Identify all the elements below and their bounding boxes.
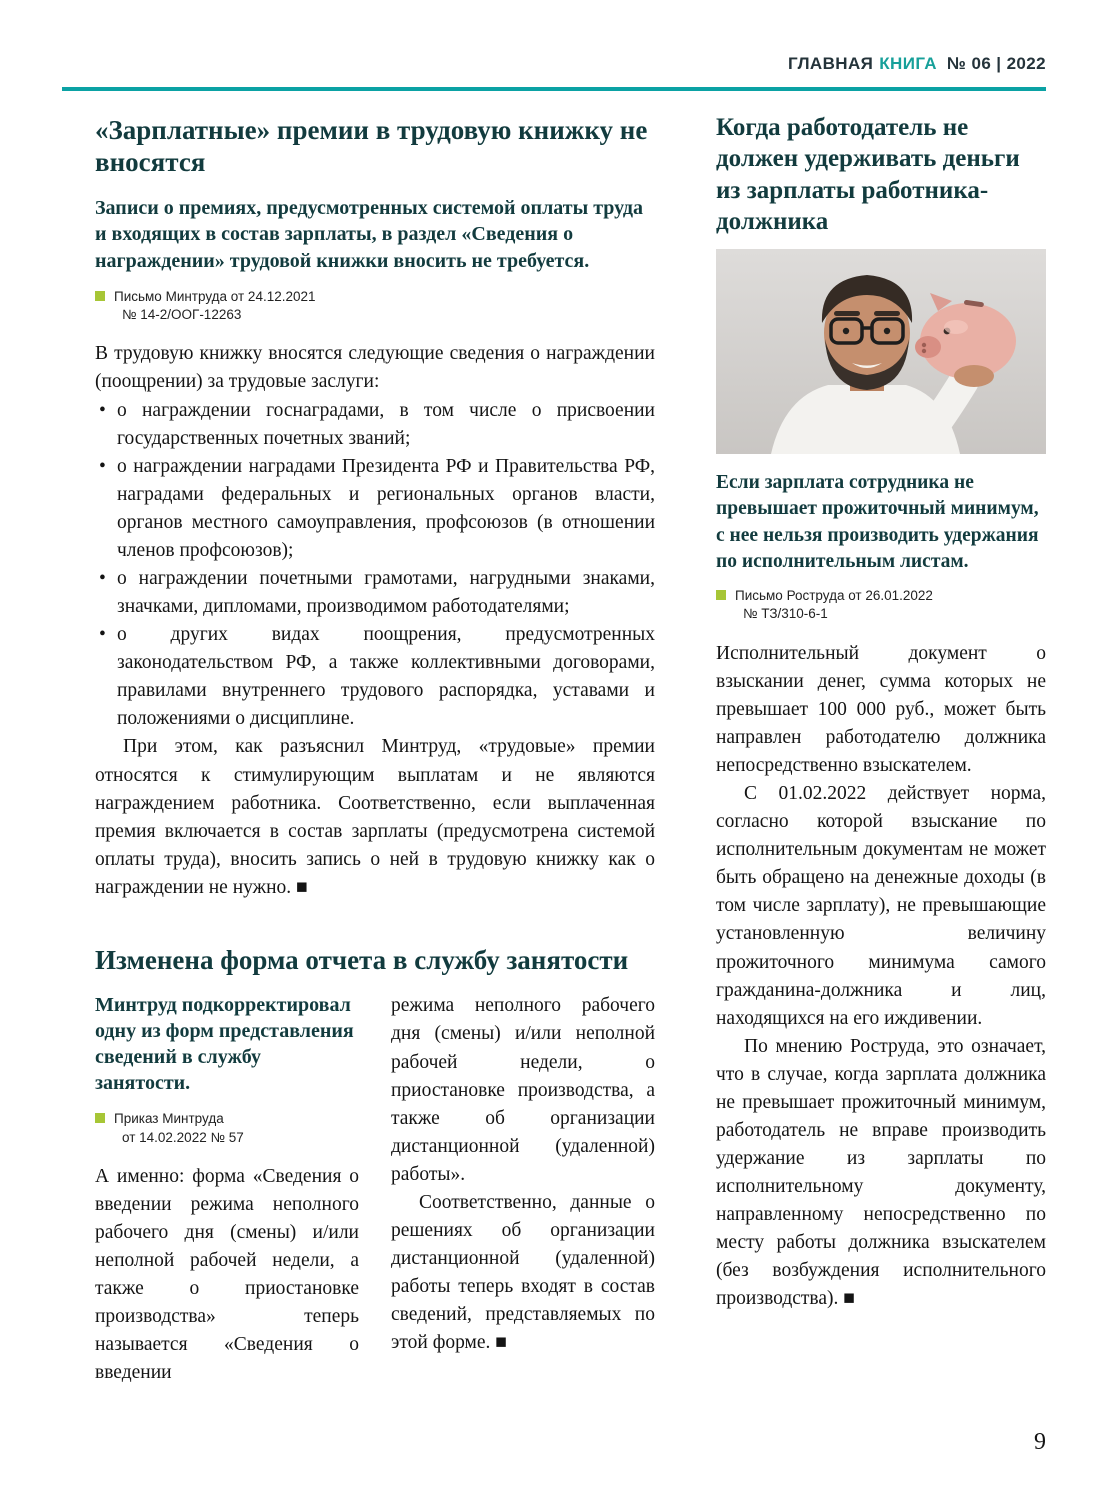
closing-paragraph: При этом, как разъяснил Минтруд, «трудовые» премии относятся к стимулирующим выплатам и не являются награждением работника. Соответственно, если выплаченная премия включается в состав зарплаты (предусмотрена системой оплаты труда), вносить запись о ней в трудовую книжку как о награждении не нужно. ■ [95,736,655,898]
article-withholding-body [716,640,1046,1314]
article-withholding-lead: Если зарплата сотрудника не превышает прожиточный минимум, с нее нельзя производить удержания по исполнительным листам. [716,472,1039,572]
page-number: 9 [1034,1429,1046,1455]
source-line-2: от 14.02.2022 № 57 [122,1129,244,1145]
masthead [788,54,1046,74]
body-paragraph: Исполнительный документ о взыскании денег, сумма которых не превышает 100 000 руб., может быть направлен работодателю должника непосредственно взыскателем. [716,642,1046,776]
article-premiums-title: «Зарплатные» премии в трудовую книжку не вносятся [95,115,648,178]
source-line-1: Письмо Роструда от 26.01.2022 [735,588,933,604]
source-line-1: Письмо Минтруда от 24.12.2021 [114,288,316,304]
subcolumn-left-body [95,1163,359,1388]
body-paragraph: По мнению Роструда, это означает, что в случае, когда зарплата должника не превышает прожиточный минимум, работодатель не вправе производить удержание из зарплаты по исполнительному документу, направленному непосредственно по месту работы должника взыскателем (без возбуждения исполнительного производства). ■ [716,1035,1046,1310]
list-item: • о награждении наградами Президента РФ и Правительства РФ, наградами федеральных и региональных органов власти, органов местного самоуправления, профсоюзов (в отношении членов профсоюзов); [95,453,655,565]
source-line-2: № ТЗ/310-6-1 [743,606,828,622]
source-text [114,288,316,324]
awards-list [95,397,655,734]
source-square-icon [95,291,105,301]
list-item: • о награждении почетными грамотами, нагрудными знаками, значками, дипломами, производимом работодателями; [95,565,655,621]
article-report-form [95,944,655,1387]
subcolumn-right [391,992,655,1387]
body-paragraph: А именно: форма «Сведения о введении режима неполного рабочего дня (смены) и/или неполной рабочей недели, а также о приостановке производства» теперь называется «Сведения о введении [95,1165,359,1384]
body-paragraph: Соответственно, данные о решениях об организации дистанционной (удаленной) работы теперь входят в состав сведений, представляемых по этой форме. ■ [391,1191,655,1354]
photo-illustration [716,249,1046,454]
source-line-1: Приказ Минтруда [114,1111,224,1127]
header-divider [62,87,1046,91]
piggy-bank-photo [716,249,1046,454]
article-report-form-title: Изменена форма отчета в службу занятости [95,944,629,975]
source-square-icon [716,590,726,600]
source-text [735,587,933,623]
two-column-body [95,992,655,1387]
article-premiums-body [95,340,655,902]
issue-number: № 06 | 2022 [946,54,1046,73]
brand-accent: КНИГА [879,54,937,73]
article-withholding [716,112,1046,1314]
right-column [716,112,1046,1314]
brand-main: ГЛАВНАЯ [787,54,874,73]
article-report-form-lead: Минтруд подкорректировал одну из форм представления сведений в службу занятости. [95,994,354,1095]
article-premiums-source [95,288,655,324]
article-withholding-source [716,587,1046,623]
article-premiums-lead: Записи о премиях, предусмотренных системой оплаты труда и входящих в состав зарплаты, в раздел «Сведения о награждении» трудовой книжки вносить не требуется. [95,196,644,272]
article-premiums [95,114,655,902]
intro-paragraph: В трудовую книжку вносятся следующие сведения о награждении (поощрении) за трудовые заслуги: [95,343,655,393]
subcolumn-right-body [391,992,655,1357]
left-column [95,114,655,1387]
subcolumn-left [95,992,359,1387]
body-paragraph: С 01.02.2022 действует норма, согласно которой взыскание по исполнительным документам не может быть обращено на денежные доходы (в том числе зарплату), не превышающие установленную величину прожиточного минимума самого гражданина-должника и лиц, находящихся на его иждивении. [716,783,1046,1029]
list-item: • о других видах поощрения, предусмотренных законодательством РФ, а также коллективными договорами, правилами внутреннего трудового распорядка, уставами и положениями о дисциплине. [95,621,655,733]
source-line-2: № 14-2/ООГ-12263 [122,307,242,323]
body-paragraph: режима неполного рабочего дня (смены) и/или неполной рабочей недели, о приостановке производства, а также об организации дистанционной (удаленной) работы». [391,995,655,1185]
list-item: • о награждении госнаградами, в том числе о присвоении государственных почетных званий; [95,397,655,453]
article-report-form-source [95,1110,359,1146]
source-text [114,1110,244,1146]
article-withholding-title: Когда работодатель не должен удерживать деньги из зарплаты работника-должника [716,114,1020,235]
source-square-icon [95,1113,105,1123]
